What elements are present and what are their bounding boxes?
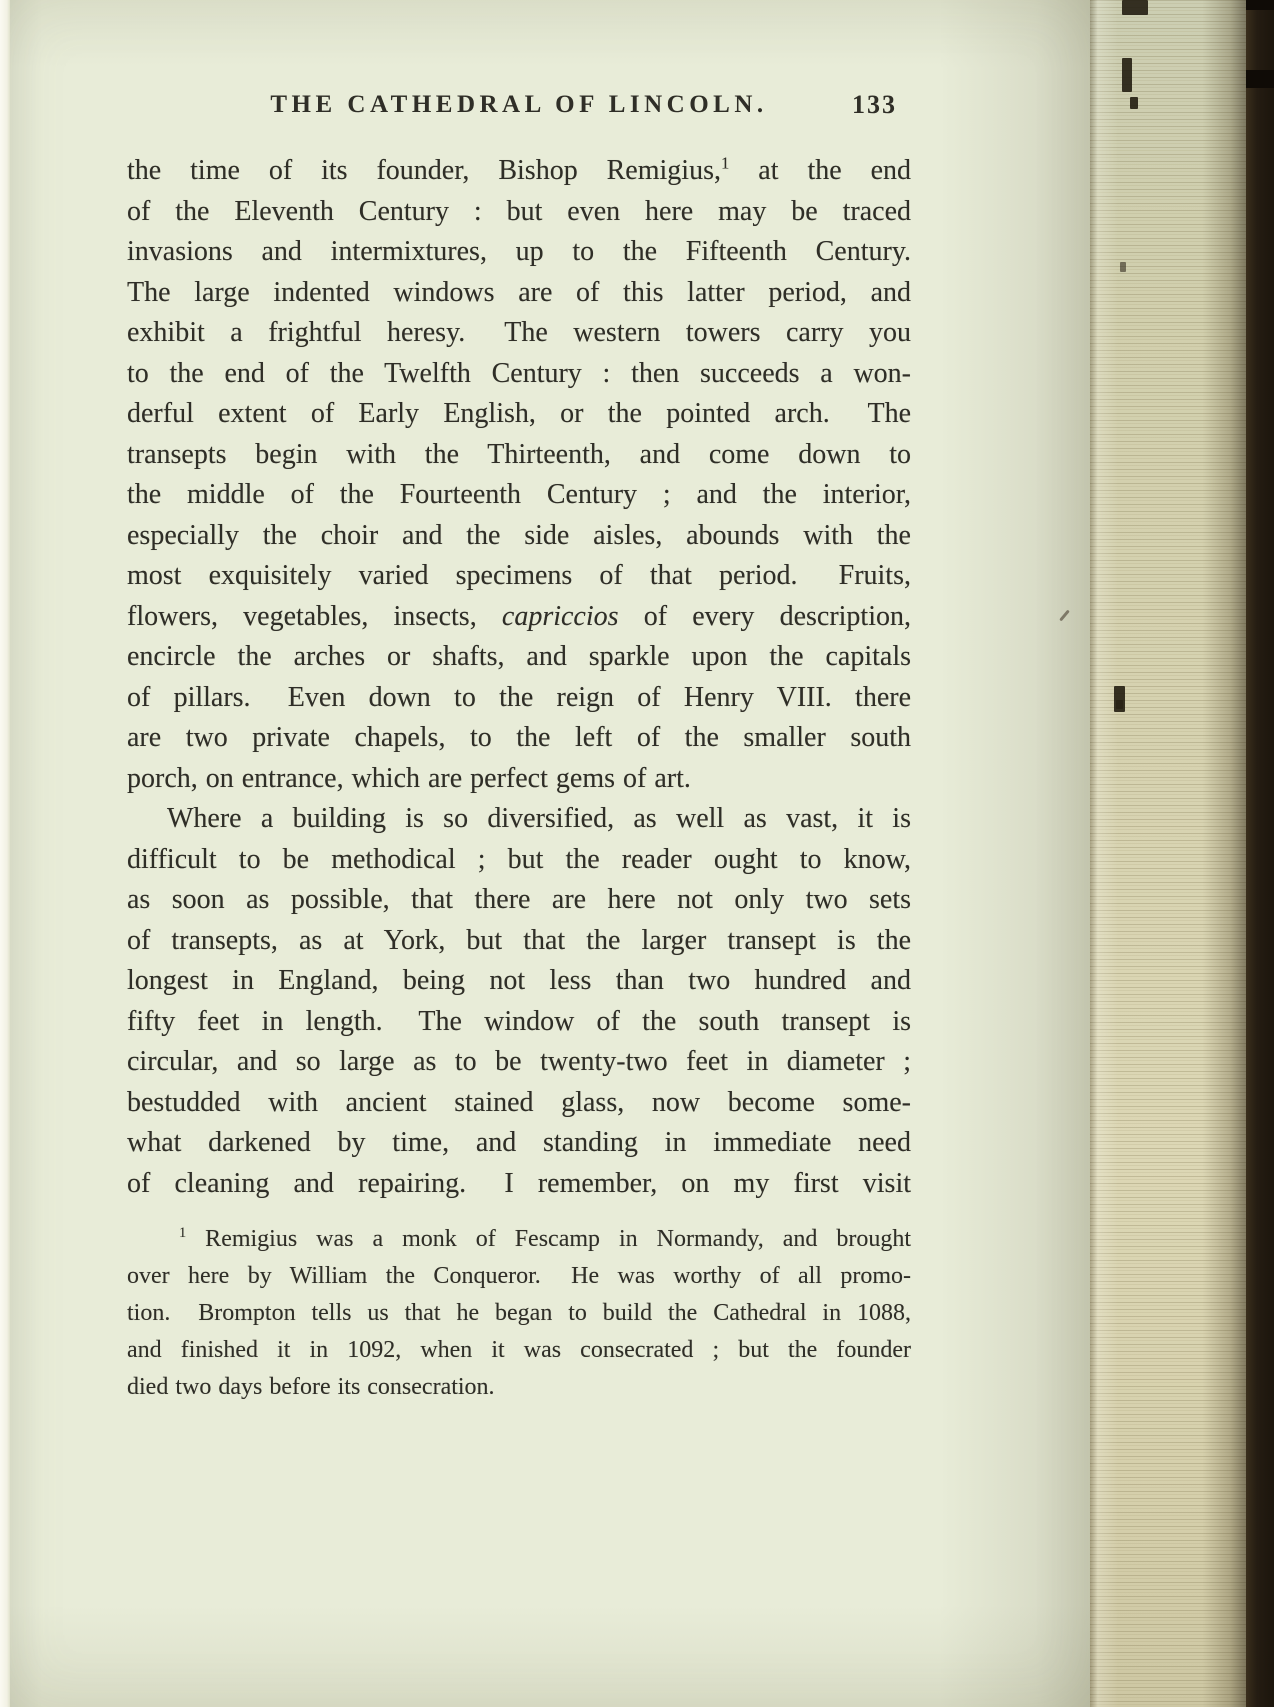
cover-notch <box>1246 0 1274 10</box>
edge-ink-mark <box>1120 262 1126 272</box>
text-line: Where a building is so diversified, as well as vast, it is <box>167 803 911 834</box>
edge-ink-mark <box>1116 700 1123 709</box>
text-line: most exquisitely varied specimens of that period. Fruits, <box>127 560 911 591</box>
text-line: difficult to be methodical ; but the reader ought to know, <box>127 843 911 875</box>
text-line: invasions and intermixtures, up to the Fifteenth Century. <box>127 236 911 267</box>
book-page <box>10 0 1090 1707</box>
text-line: the time of its founder, Bishop Remigius,$^1$ at the end <box>127 153 912 186</box>
page-header <box>127 90 911 120</box>
text-line: the middle of the Fourteenth Century ; and the interior, <box>127 479 911 510</box>
text-line: are two private chapels, to the left of the smaller south <box>127 722 911 753</box>
text-line: of the Eleventh Century : but even here may be traced <box>127 195 911 227</box>
edge-ink-mark <box>1122 58 1132 92</box>
cover-notch <box>1246 70 1274 88</box>
text-line: of pillars. Even down to the reign of Henry VIII. there <box>127 681 911 713</box>
body-text <box>127 151 911 1204</box>
text-line: fifty feet in length. The window of the south transept is <box>127 1005 911 1037</box>
text-line: flowers, vegetables, insects, capriccios of every description, <box>127 600 911 632</box>
book-cover-edge <box>1246 0 1274 1707</box>
book-fore-edge <box>1090 0 1246 1707</box>
text-line: as soon as possible, that there are here not only two sets <box>127 884 911 915</box>
text-line: what darkened by time, and standing in immediate need <box>127 1127 911 1158</box>
running-title: THE CATHEDRAL OF LINCOLN. <box>270 91 768 118</box>
text-line: derful extent of Early English, or the pointed arch. The <box>127 398 911 429</box>
edge-ink-mark <box>1122 0 1148 15</box>
text-line: of cleaning and repairing. I remember, on my first visit <box>127 1167 911 1199</box>
text-line: of transepts, as at York, but that the larger transept is the <box>127 924 911 956</box>
text-line: bestudded with ancient stained glass, now become some- <box>127 1086 911 1118</box>
text-line: over here by William the Conqueror. He was worthy of all promo- <box>127 1263 911 1289</box>
text-line: $^1$ Remigius was a monk of Fescamp in Normandy, and brought <box>179 1225 911 1252</box>
text-line: circular, and so large as to be twenty-two feet in diameter ; <box>127 1046 911 1077</box>
scan-left-margin <box>0 0 10 1707</box>
text-line: to the end of the Twelfth Century : then succeeds a won- <box>127 357 911 389</box>
pen-mark <box>1059 610 1070 622</box>
text-line: especially the choir and the side aisles, abounds with the <box>127 519 911 551</box>
text-line: tion. Brompton tells us that he began to build the Cathedral in 1088, <box>127 1300 911 1326</box>
edge-ink-mark <box>1130 97 1138 109</box>
text-line: encircle the arches or shafts, and sparkle upon the capitals <box>127 641 911 672</box>
page-number: 133 <box>852 90 897 119</box>
text-line: longest in England, being not less than two hundred and <box>127 965 911 996</box>
footnote-text <box>127 1221 911 1406</box>
text-line: porch, on entrance, which are perfect gems of art. <box>127 762 691 794</box>
text-line: and finished it in 1092, when it was consecrated ; but the founder <box>127 1337 911 1363</box>
text-line: The large indented windows are of this latter period, and <box>127 276 911 308</box>
text-line: exhibit a frightful heresy. The western towers carry you <box>127 317 911 348</box>
text-line: transepts begin with the Thirteenth, and come down to <box>127 438 911 470</box>
text-line: died two days before its consecration. <box>127 1374 495 1400</box>
